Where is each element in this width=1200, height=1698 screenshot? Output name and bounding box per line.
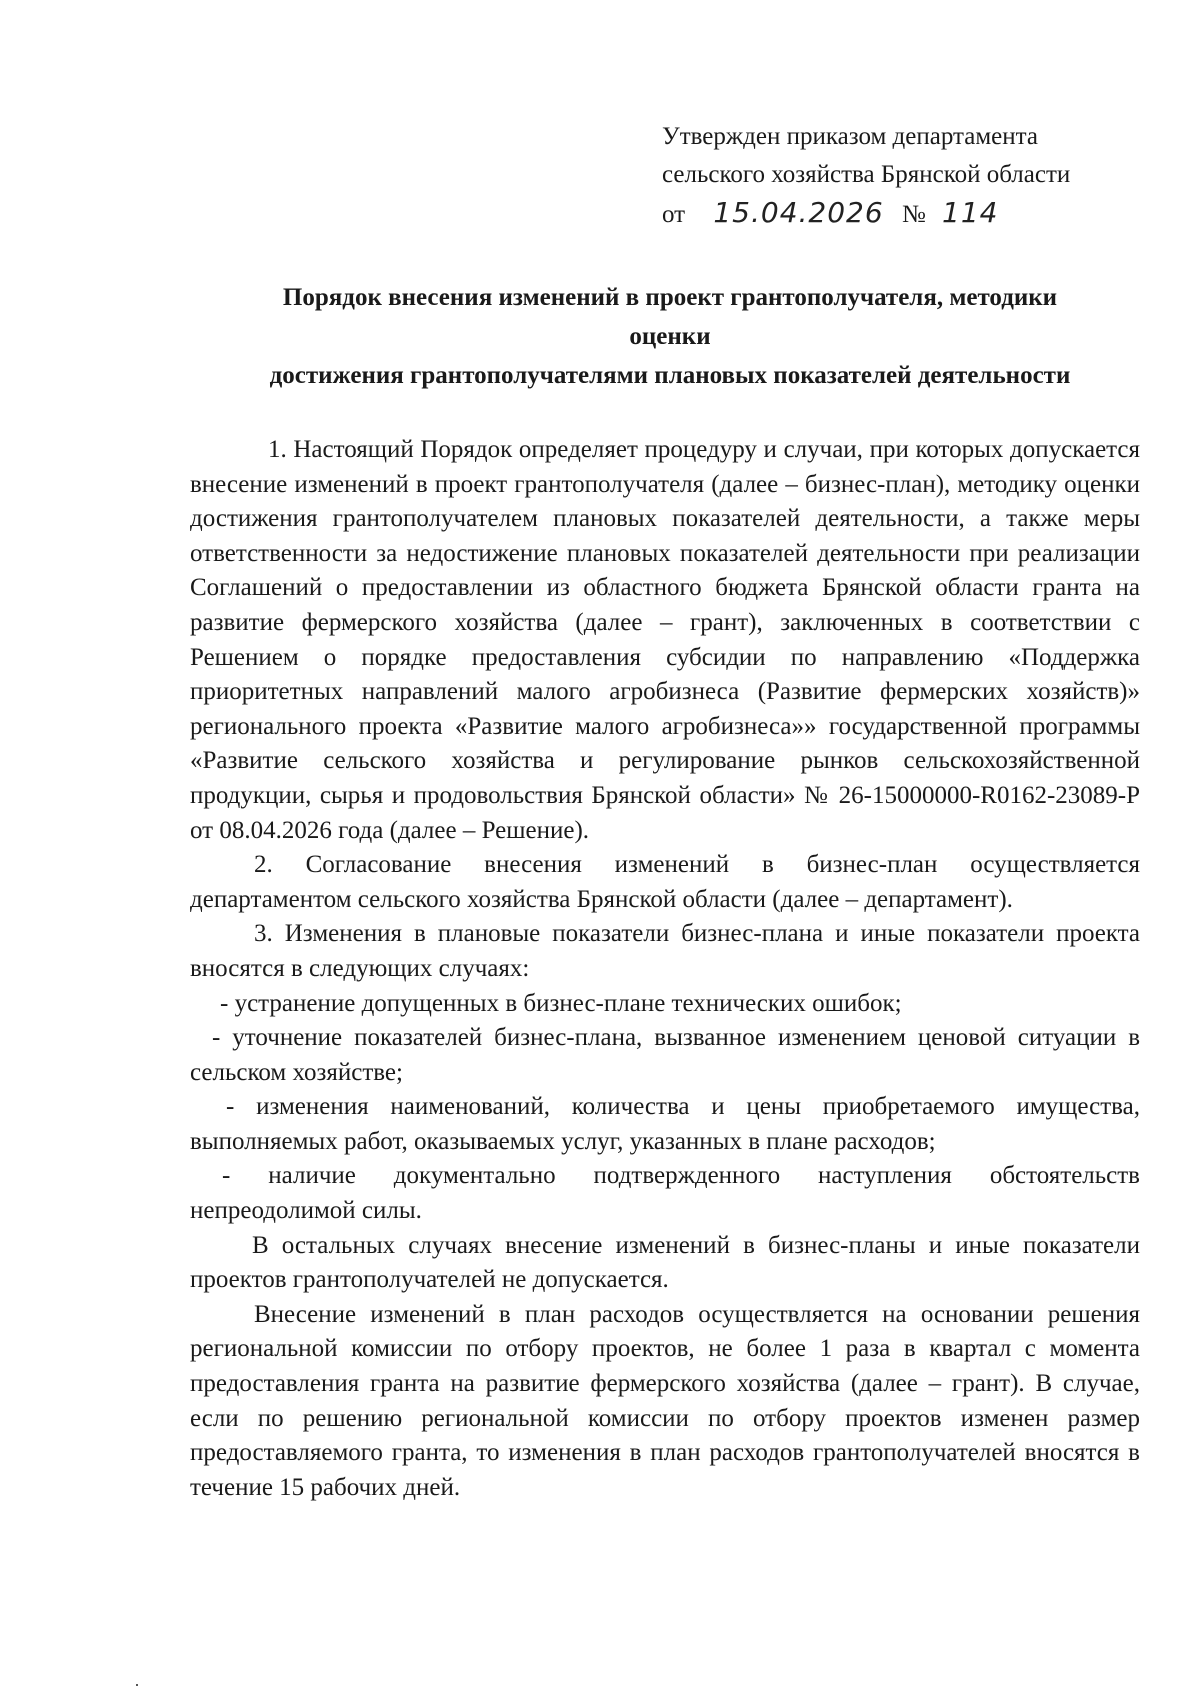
paragraph-4: В остальных случаях внесение изменений в бизнес-планы и иные показатели проектов грантополучателей не допускается. (190, 1231, 1140, 1294)
document-title (190, 278, 1150, 395)
title-line-2: оценки (629, 323, 711, 350)
title-line-1: Порядок внесения изменений в проект грантополучателя, методики (282, 284, 1058, 311)
paragraph-2: 2. Согласование внесения изменений в бизнес-план осуществляется департаментом сельского хозяйства Брянской области (далее – департамент). (190, 851, 1140, 913)
approval-stamp-block (662, 118, 1070, 234)
scan-speck (136, 1684, 138, 1686)
list-item-2: - уточнение показателей бизнес-плана, вызванное изменением ценовой ситуации в сельском хозяйстве; (190, 1024, 1140, 1086)
handwritten-number: 114 (942, 196, 999, 229)
paragraph-1: 1. Настоящий Порядок определяет процедуру и случаи, при которых допускается внесение изменений в проект грантополучателя (далее – бизнес-план), методику оценки достижения грантополучателем плановых показателей деятельности, а также меры ответственности за недостижение плановых показателей деятельности при реализации Соглашений о предоставлении из областного бюджета Брянской области гранта на развитие фермерского хозяйства (далее – грант), заключенных в соответствии с Решением о порядке предоставления субсидии по направлению «Поддержка приоритетных направлений малого агробизнеса (Развитие фермерских хозяйств)» регионального проекта «Развитие малого агробизнеса»» государственной программы «Развитие сельского хозяйства и регулирование рынков сельскохозяйственной продукции, сырья и продовольствия Брянской области» № 26-15000000-R0162-23089-Р от 08.04.2026 года (далее – Решение). (190, 436, 1140, 844)
list-item-1: - устранение допущенных в бизнес-плане технических ошибок; (220, 989, 902, 1017)
paragraph-3: 3. Изменения в плановые показатели бизнес-плана и иные показатели проекта вносятся в следующих случаях: (190, 920, 1140, 982)
list-item-4: - наличие документально подтвержденного наступления обстоятельств непреодолимой силы. (190, 1162, 1140, 1225)
from-label: от (662, 201, 686, 228)
approval-date-line (662, 194, 1070, 234)
handwritten-date: 15.04.2026 (713, 196, 884, 229)
number-label: № (901, 201, 926, 228)
title-line-3: достижения грантополучателями плановых показателей деятельности (269, 362, 1071, 389)
paragraph-5: Внесение изменений в план расходов осуществляется на основании решения региональной комиссии по отбору проектов, не более 1 раза в квартал с момента предоставления гранта на развитие фермерского хозяйства (далее – грант). В случае, если по решению региональной комиссии по отбору проектов изменен размер предоставляемого гранта, то изменения в план расходов грантополучателей вносятся в течение 15 рабочих дней. (190, 1300, 1140, 1501)
list-item-3: - изменения наименований, количества и цены приобретаемого имущества, выполняемых работ, оказываемых услуг, указанных в плане расходов; (190, 1093, 1140, 1155)
document-body (190, 433, 1140, 1505)
approval-line-1: Утвержден приказом департамента (662, 123, 1038, 150)
approval-line-2: сельского хозяйства Брянской области (662, 161, 1071, 188)
